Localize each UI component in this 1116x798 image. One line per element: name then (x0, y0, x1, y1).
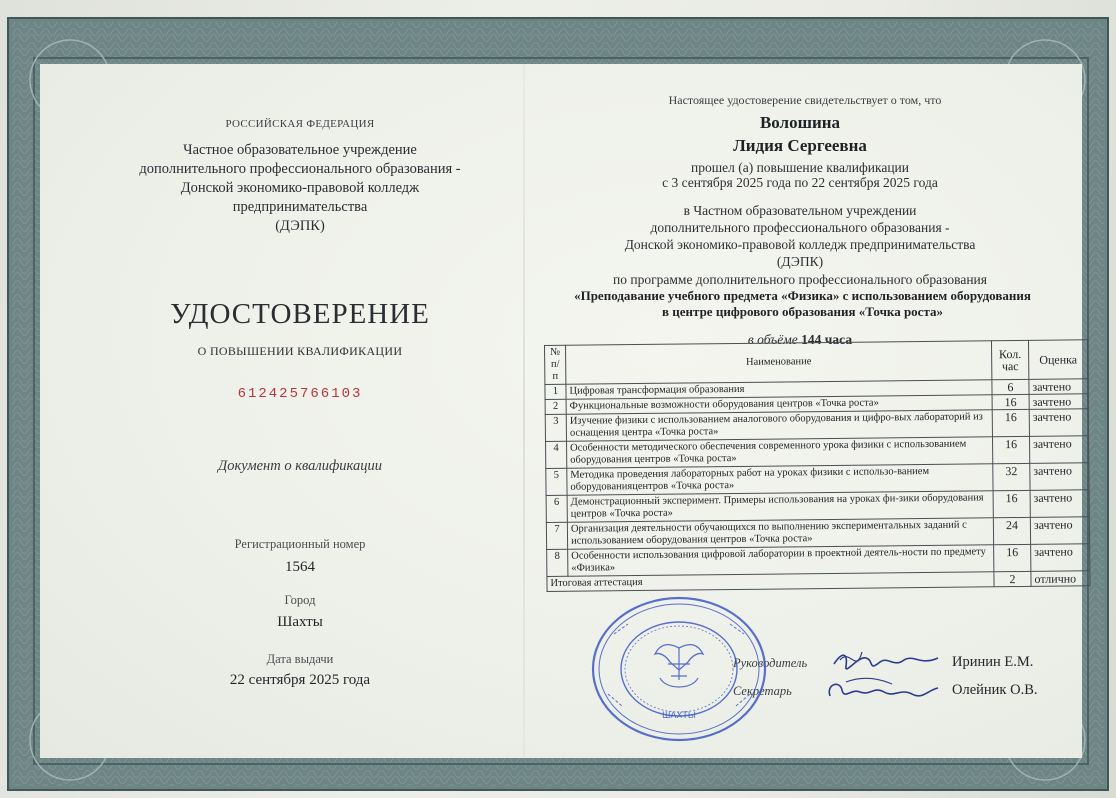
row-grade: зачтено (1030, 517, 1089, 545)
final-grade: отлично (1031, 571, 1090, 587)
signature-name-secretary: Олейник О.В. (952, 682, 1038, 698)
row-hours: 24 (993, 517, 1030, 544)
registration-number: 1564 (285, 559, 315, 575)
header-name: Наименование (566, 341, 992, 384)
passed-text: прошел (а) повышение квалификации (690, 160, 910, 175)
issuer-line: дополнительного профессионального образования - (139, 161, 461, 177)
row-hours: 16 (994, 544, 1031, 571)
institution-line: Донской экономико-правовой колледж предпринимательства (624, 237, 976, 252)
institution-line: в Частном образовательном учреждении (683, 203, 917, 218)
program-line: «Преподавание учебного предмета «Физика» с использованием оборудования (574, 288, 1031, 303)
row-num: 7 (546, 522, 567, 549)
program-label: по программе дополнительного профессионального образования (613, 272, 987, 287)
modules-table (544, 339, 1091, 592)
row-name: Цифровая трансформация образования (566, 380, 992, 399)
stamp-text: ШАХТЫ (662, 710, 696, 720)
center-fold (523, 64, 525, 758)
signature-name-head: Иринин Е.М. (952, 654, 1034, 670)
row-name: Организация деятельности обучающихся по выполнению экспериментальных заданий с использованием оборудования центров «Точка роста» (567, 518, 993, 549)
row-num: 8 (547, 549, 568, 576)
issuer-line: предпринимательства (232, 199, 368, 215)
issuer-name (95, 141, 505, 236)
city-label: Город (284, 593, 316, 607)
row-grade: зачтено (1029, 409, 1088, 437)
volume-prefix: в объёме (747, 332, 798, 347)
row-num: 5 (546, 468, 567, 495)
row-grade: зачтено (1030, 490, 1089, 518)
row-name: Методика проведения лабораторных работ на уроках физики с использо-ванием оборудованияцентров «Точка роста» (567, 464, 993, 495)
issuer-line: Донской экономико-правовой колледж (180, 180, 420, 196)
row-hours: 16 (992, 394, 1029, 409)
program-line: в центре цифрового образования «Точка роста» (662, 304, 943, 319)
volume-value: 144 часа (801, 332, 853, 347)
table-header-row (545, 340, 1088, 385)
holder-given-names: Лидия Сергеевна (733, 136, 867, 155)
header-num: № п/п (545, 345, 566, 384)
serial-number: 612425766103 (237, 386, 363, 402)
intro-text: Настоящее удостоверение свидетельствует о том, что (668, 93, 942, 107)
institution-line: дополнительного профессионального образования - (650, 220, 950, 235)
row-grade: зачтено (1029, 436, 1088, 464)
program-title (530, 288, 1075, 320)
row-hours: 16 (993, 490, 1030, 517)
issuer-line: (ДЭПК) (275, 218, 325, 234)
registration-label: Регистрационный номер (234, 537, 366, 551)
final-name: Итоговая аттестация (547, 572, 994, 592)
city-value: Шахты (277, 614, 323, 630)
issue-date-label: Дата выдачи (266, 652, 334, 666)
signature-role-head: Руководитель (733, 656, 808, 670)
row-name: Функциональные возможности оборудования центров «Точка роста» (566, 395, 992, 414)
holder-surname: Волошина (759, 113, 841, 132)
row-hours: 6 (992, 379, 1029, 394)
row-hours: 32 (993, 463, 1030, 490)
row-grade: зачтено (1029, 379, 1088, 395)
row-hours: 16 (992, 409, 1029, 436)
document-kind: Документ о квалификации (218, 458, 382, 474)
row-name: Изучение физики с использованием аналогового оборудования и цифро-вых лабораторий из оснащения центра «Точка роста» (566, 410, 992, 441)
signature-secretary-icon (822, 674, 942, 708)
row-num: 3 (545, 414, 566, 441)
institution-line: (ДЭПК) (776, 254, 824, 269)
signature-role-secretary: Секретарь (733, 684, 792, 698)
row-num: 6 (546, 495, 567, 522)
document-title: УДОСТОВЕРЕНИЕ (170, 298, 430, 330)
document-subtitle: О ПОВЫШЕНИИ КВАЛИФИКАЦИИ (197, 344, 403, 358)
row-name: Особенности использования цифровой лаборатории в проектной деятель-ности по предмету «Физика» (568, 545, 994, 576)
row-name: Особенности методического обеспечения современного урока физики с использованием оборудования центров «Точка роста» (567, 437, 993, 468)
row-num: 4 (546, 441, 567, 468)
training-period: с 3 сентября 2025 года по 22 сентября 2025 года (662, 175, 938, 190)
issuer-line: Частное образовательное учреждение (183, 142, 417, 158)
header-hours: Кол. час (991, 340, 1028, 379)
row-num: 2 (545, 399, 566, 414)
country-label: РОССИЙСКАЯ ФЕДЕРАЦИЯ (225, 118, 375, 130)
row-grade: зачтено (1029, 394, 1088, 410)
final-hours: 2 (994, 571, 1031, 586)
row-hours: 16 (992, 436, 1029, 463)
row-name: Демонстрационный эксперимент. Примеры использования на уроках фи-зики оборудования центров «Точка роста» (567, 491, 993, 522)
row-grade: зачтено (1031, 544, 1090, 572)
issue-date: 22 сентября 2025 года (229, 672, 371, 688)
institution-name (540, 202, 1060, 270)
row-num: 1 (545, 384, 566, 399)
header-grade: Оценка (1028, 340, 1087, 380)
official-stamp-icon (588, 594, 770, 744)
row-grade: зачтено (1030, 463, 1089, 491)
